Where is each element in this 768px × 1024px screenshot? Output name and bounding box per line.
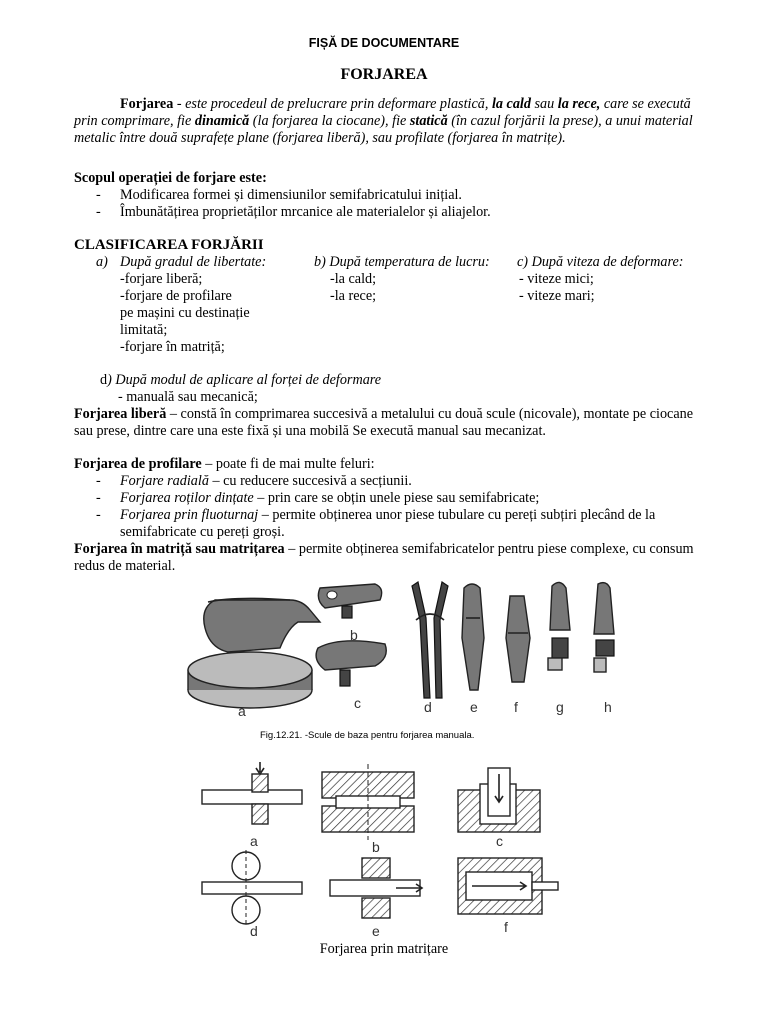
intro-text-5: (în cazul forjării la prese), a unui material metalic între două suprafețe plane (forjarea liberă), sau profilate (forjarea în matrițe). (74, 113, 693, 146)
fig1-label-h: h (604, 699, 612, 715)
fig1-label-e: e (470, 699, 478, 715)
die-forging-term: Forjarea în matriță sau matrițarea (74, 541, 285, 557)
profile-item-term: Forjarea roților dințate (120, 490, 254, 506)
fig1-label-f: f (514, 699, 518, 715)
scheme-f-drawing (458, 858, 558, 914)
anvil-drawing (188, 598, 320, 708)
fig2-label-b: b (372, 839, 380, 855)
class-b-item: -la cald; (330, 271, 377, 287)
fig1-label-c: c (354, 695, 361, 711)
hammer-c-drawing (316, 641, 386, 686)
bullet-dash: - (96, 507, 101, 523)
tongs-d-drawing (412, 582, 448, 698)
scheme-d-drawing (202, 850, 302, 926)
profile-forging-term: Forjarea de profilare (74, 456, 202, 472)
profile-item-term: Forjarea prin fluoturnaj (120, 507, 259, 523)
intro-term: Forjarea (120, 96, 174, 112)
flatter-f-drawing (506, 596, 530, 682)
class-d-item: - manuală sau mecanică; (118, 389, 258, 405)
swage-h-drawing (594, 583, 614, 672)
fig2-label-e: e (372, 923, 380, 939)
class-a-label: a) (96, 254, 108, 270)
document-title: FORJAREA (340, 66, 428, 83)
fuller-g-drawing (548, 582, 570, 670)
bullet-dash: - (96, 187, 101, 203)
class-d-title (100, 372, 381, 389)
fig1-label-d: d (424, 699, 432, 715)
fig2-label-c: c (496, 833, 503, 849)
bullet-dash: - (96, 490, 101, 506)
intro-text-3: care se execută prin comprimare, fie (74, 96, 691, 129)
profile-forging-text: – poate fi de mai multe feluri: (201, 456, 375, 472)
profile-item-term: Forjare radială (120, 473, 209, 489)
bullet-dash: - (96, 204, 101, 220)
class-b-item: -la rece; (330, 288, 377, 304)
class-b-title: b) După temperatura de lucru: (314, 254, 490, 270)
die-forging-text: – permite obținerea semifabricatelor pentru piese complexe, cu consum redus de material. (74, 541, 694, 574)
fig1-label-b: b (350, 627, 358, 643)
profile-item-text: – cu reducere succesivă a secțiunii. (208, 473, 412, 489)
scheme-e-drawing (330, 858, 422, 918)
free-forging-term: Forjarea liberă (74, 406, 167, 422)
fig2-label-d: d (250, 923, 258, 939)
class-a-item: pe mașini cu destinație (120, 305, 250, 321)
profile-item-text: – permite obținerea unor piese tubulare cu pereți subțiri plecând de la semifabricate cu pereți groși. (120, 507, 656, 540)
scheme-a-drawing (202, 762, 302, 824)
class-c-item: - viteze mari; (519, 288, 595, 304)
profile-item-1 (120, 473, 412, 490)
class-a-item: -forjare în matriță; (120, 339, 225, 355)
fig1-label-g: g (556, 699, 564, 715)
class-c-item: - viteze mici; (519, 271, 594, 287)
purpose-item-1: Modificarea formei și dimensiunilor semifabricatului inițial. (120, 187, 462, 203)
classification-heading: CLASIFICAREA FORJĂRII (74, 237, 264, 253)
scheme-c-drawing (458, 768, 540, 832)
bullet-dash: - (96, 473, 101, 489)
intro-text-2: sau (530, 96, 558, 112)
class-a-item: limitată; (120, 322, 168, 338)
fig2-label-a: a (250, 833, 258, 849)
intro-dynamic: dinamică (194, 113, 250, 129)
die-forging-paragraph (74, 541, 714, 575)
profile-item-2 (120, 490, 539, 507)
figure-manual-tools (180, 578, 630, 748)
purpose-heading: Scopul operației de forjare este: (74, 170, 267, 186)
scheme-b-drawing (322, 764, 414, 840)
intro-text-1: - este procedeul de prelucrare prin deformare plastică, (173, 96, 492, 112)
fig2-label-f: f (504, 919, 508, 935)
intro-cold: la rece, (557, 96, 601, 112)
intro-text-4: (la forjarea la ciocane), fie (249, 113, 410, 129)
document-header: FIȘĂ DE DOCUMENTARE (308, 36, 460, 50)
intro-static: statică (409, 113, 448, 129)
hammer-b-drawing (318, 584, 381, 618)
class-d-text: ) După modul de aplicare al forței de deformare (107, 372, 382, 388)
class-a-item: -forjare de profilare (120, 288, 232, 304)
profile-item-3 (120, 507, 710, 541)
fig1-label-a: a (238, 703, 246, 719)
intro-hot: la cald (491, 96, 531, 112)
free-forging-paragraph (74, 406, 714, 440)
class-a-item: -forjare liberă; (120, 271, 203, 287)
chisel-e-drawing (462, 584, 484, 690)
profile-forging-heading (74, 456, 375, 473)
class-a-title: După gradul de libertate: (120, 254, 267, 270)
profile-item-text: – prin care se obțin unele piese sau semifabricate; (253, 490, 540, 506)
class-c-title: c) După viteza de deformare: (517, 254, 684, 270)
free-forging-text: – constă în comprimarea succesivă a metalului cu două scule (nicovale), montate pe ciocane sau prese, dintre care una este fixă și una mobilă Se execută manual sau mecanizat. (74, 406, 694, 439)
class-d-label: d (100, 372, 108, 388)
figure-die-forging (196, 762, 566, 942)
purpose-item-2: Îmbunătățirea proprietăților mrcanice ale materialelor și aliajelor. (120, 204, 491, 220)
fig1-caption: Fig.12.21. -Scule de baza pentru forjarea manuala. (260, 730, 475, 741)
intro-paragraph (74, 96, 714, 147)
fig2-caption: Forjarea prin matrițare (319, 941, 449, 957)
